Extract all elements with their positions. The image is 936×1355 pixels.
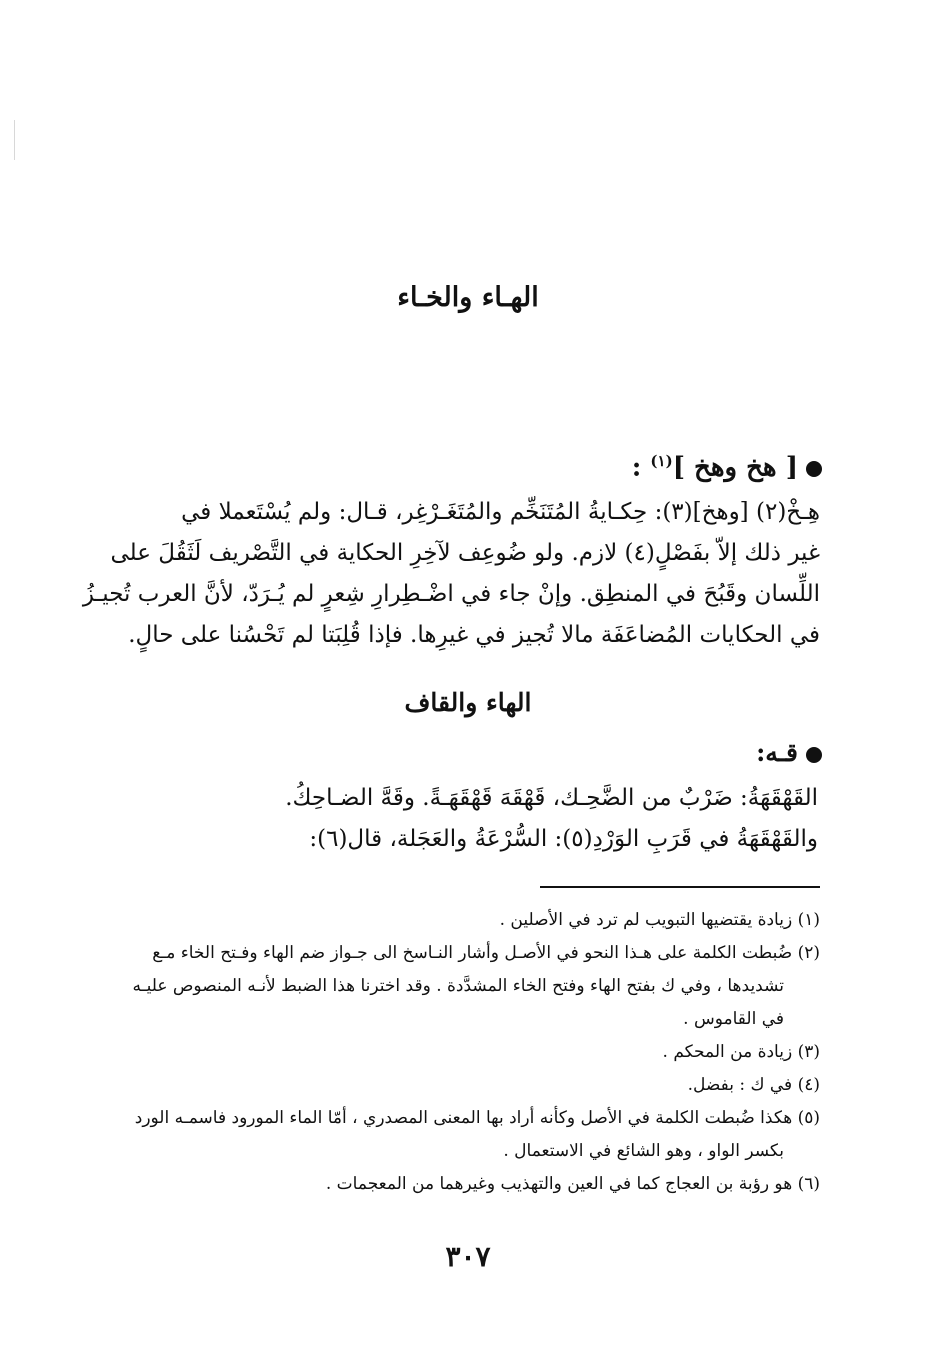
footnote-2-cont: تشديدها ، وفي ك بفتح الهاء وفتح الخاء المشدَّدة . وقد اخترنا هذا الضبط لأنـه المنصوص عليـه [132, 976, 784, 996]
body-line: والقَهْقَهَةُ في قَرَبِ الوَرْدِ(٥): السُّرْعَةُ والعَجَلة، قال(٦): [309, 826, 818, 852]
scan-edge-mark [14, 120, 15, 160]
footnote-6: (٦) هو رؤبة بن العجاج كما في العين والتهذيب وغيرهما من المعجمات . [325, 1174, 820, 1194]
page-number: ٣٠٧ [445, 1240, 491, 1273]
entry-body-hakh [82, 492, 820, 656]
body-line: القَهْقَهَةُ: ضَرْبٌ من الضَّحِـك، قَهْقَهَ قَهْقَهَـةً. وقَهَّ الضـاحِكُ. [285, 785, 818, 811]
bullet-icon [806, 461, 822, 477]
footnote-2-cont: في القاموس . [683, 1009, 784, 1029]
headword-text: قـه: [756, 738, 798, 767]
footnote-5-cont: بكسر الواو ، وهو الشائع في الاستعمال . [503, 1141, 784, 1161]
headword-text: [ هخ وهخ ] [672, 452, 798, 483]
footnote-2: (٢) ضُبطت الكلمة على هـذا النحو في الأصـل وأشار النـاسخ الى جـواز ضم الهاء وفـتح الخاء مـع [152, 943, 820, 963]
body-line: هِـخْ(٢) [وهخ](٣): حِكـايةُ المُتَنَخِّم والمُتَغَـرْغِر، قـال: ولم يُسْتَعملا في [181, 499, 820, 525]
footnote-marker: (١) [650, 452, 673, 470]
chapter-title: الهـاء والخـاء [397, 282, 539, 313]
entry-headword-qah [756, 738, 822, 767]
footnotes [110, 904, 820, 1201]
entry-body-qah [118, 778, 818, 860]
footnote-separator [540, 886, 820, 888]
body-line: غير ذلك إلاّ بفَصْلٍ(٤) لازم. ولو ضُوعِف لآخِرِ الحكاية في التَّصْريف لَثَقُلَ على [110, 540, 820, 566]
body-line: في الحكايات المُضاعَفَة مالا تُجيز في غيرِها. فإذا قُلِبَتا لم تَحْسُنا على حالٍ. [128, 622, 820, 648]
footnote-5: (٥) هكذا ضُبطت الكلمة في الأصل وكأنه أراد بها المعنى المصدري ، أمّا الماء المورود فاسمـه الورد [134, 1108, 820, 1128]
body-line: اللِّسان وقَبُحَ في المنطِق. وإنْ جاء في اضْـطِرارِ شِعرٍ لم يُـرَدّ، لأنَّ العرب تُجيـزُ [82, 581, 820, 607]
entry-headword-hakh [632, 452, 822, 483]
bullet-icon [806, 747, 822, 763]
headword-colon: : [631, 452, 642, 483]
footnote-4: (٤) في ك : بفضل. [687, 1075, 820, 1095]
footnote-3: (٣) زيادة من المحكم . [662, 1042, 820, 1062]
footnote-1: (١) زيادة يقتضيها التبويب لم ترد في الأصلين . [499, 910, 820, 930]
section-title: الهاء والقاف [404, 688, 532, 717]
